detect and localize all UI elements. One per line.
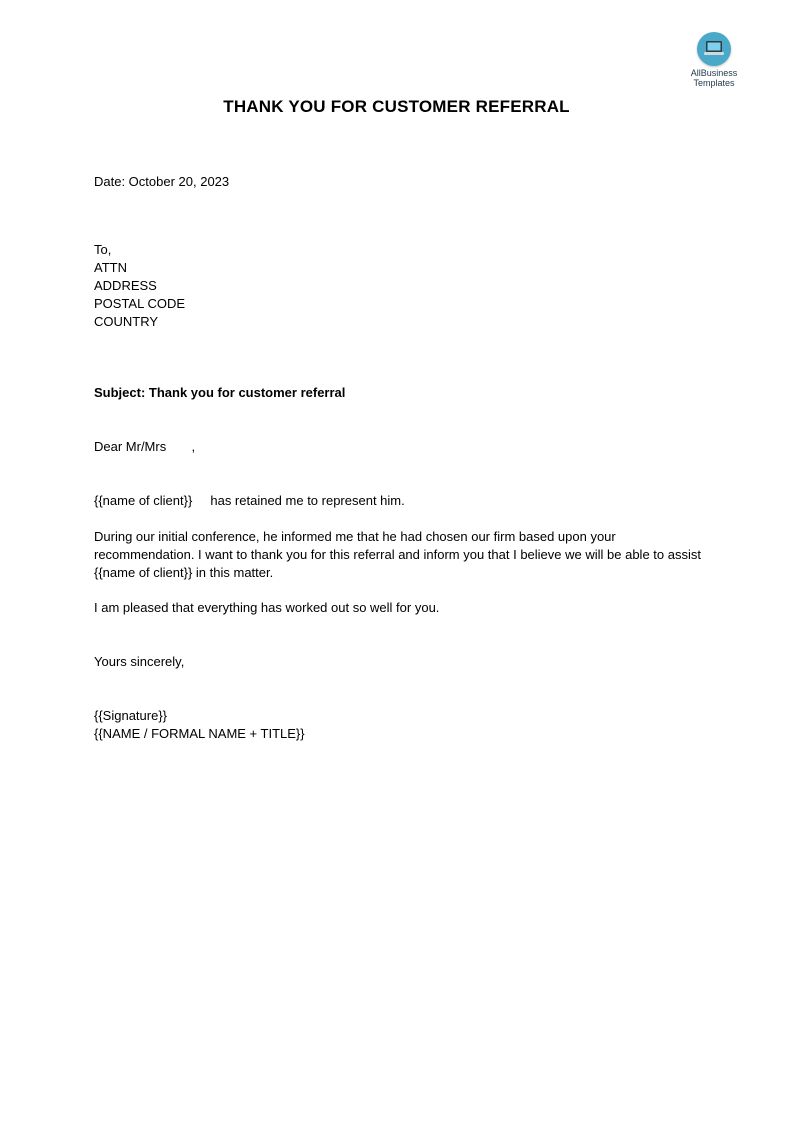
signature-placeholder: {{Signature}} bbox=[94, 708, 168, 723]
allbusiness-logo bbox=[680, 32, 748, 88]
address-attn: ATTN bbox=[94, 260, 127, 275]
document-title: THANK YOU FOR CUSTOMER REFERRAL bbox=[223, 97, 570, 116]
body-paragraph-3: I am pleased that everything has worked out so well for you. bbox=[94, 600, 440, 615]
laptop-icon bbox=[697, 32, 731, 66]
name-title-placeholder: {{NAME / FORMAL NAME + TITLE}} bbox=[94, 726, 305, 741]
address-country: COUNTRY bbox=[94, 314, 159, 329]
subject-line: Subject: Thank you for customer referral bbox=[94, 385, 346, 400]
address-to: To, bbox=[94, 242, 112, 257]
address-postal-code: POSTAL CODE bbox=[94, 296, 186, 311]
logo-text-line2: Templates bbox=[693, 78, 735, 88]
body-paragraph-2: During our initial conference, he informed me that he had chosen our firm based upon your recommendation. I want to thank you for this referral and inform you that I believe we will be able to assist {{name of client}} in this matter. bbox=[94, 529, 701, 580]
closing: Yours sincerely, bbox=[94, 654, 185, 669]
date-line: Date: October 20, 2023 bbox=[94, 174, 230, 189]
logo-text-line1: AllBusiness bbox=[690, 68, 738, 78]
salutation: Dear Mr/Mrs , bbox=[94, 439, 196, 454]
address-street: ADDRESS bbox=[94, 278, 157, 293]
body-paragraph-1: {{name of client}} has retained me to represent him. bbox=[94, 493, 405, 508]
